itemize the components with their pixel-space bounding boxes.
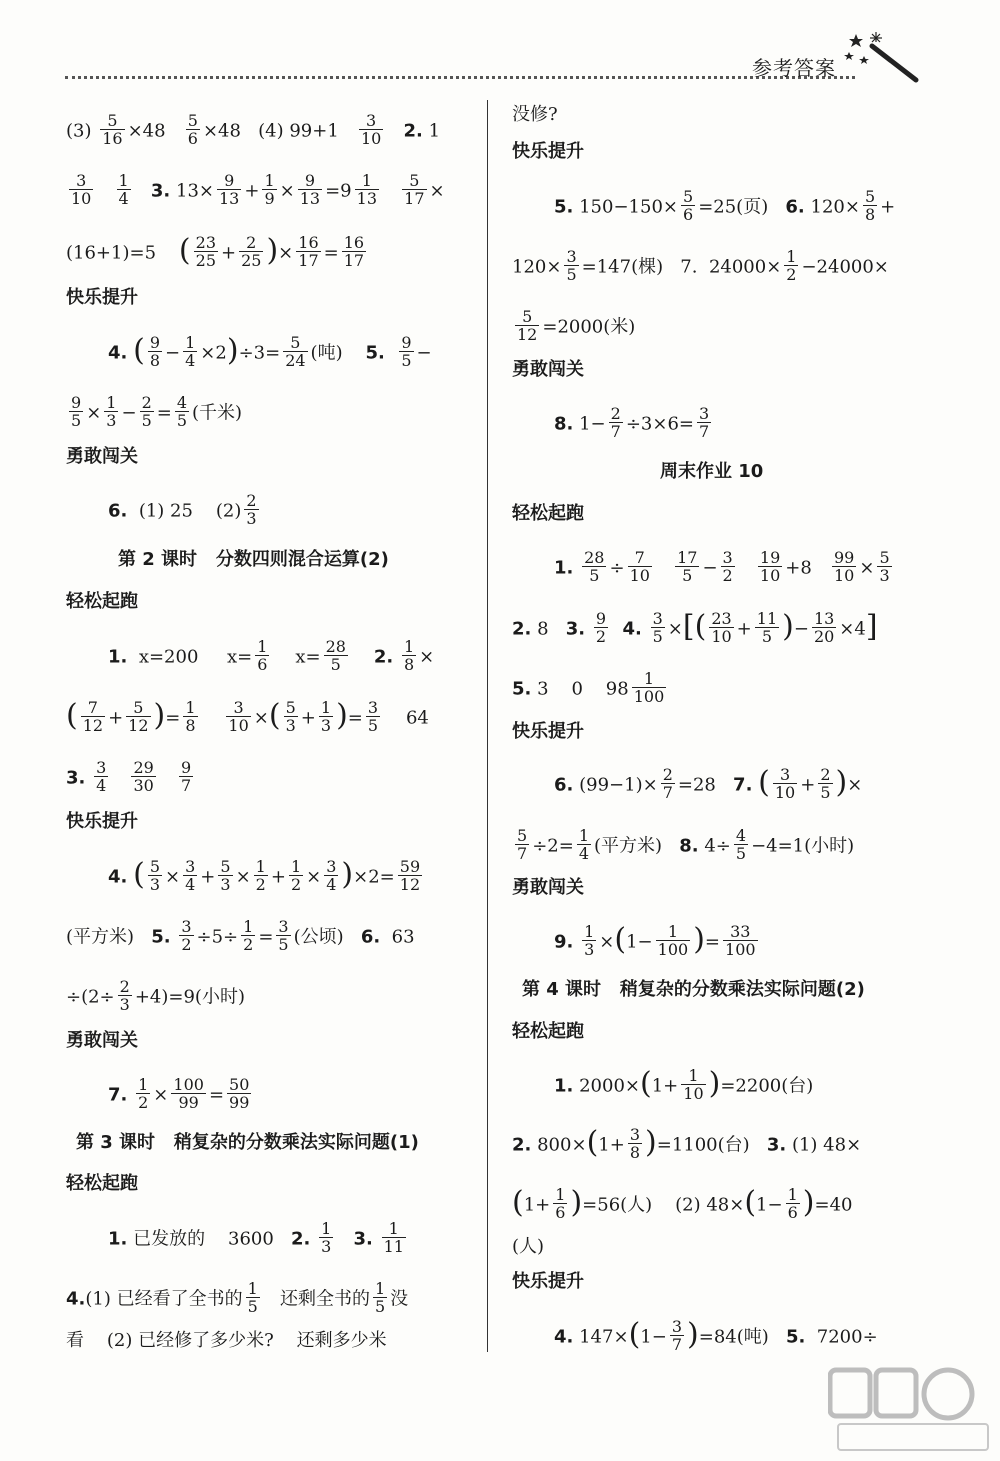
- fraction: $\frac{9}{13}$: [219, 171, 240, 208]
- fraction: $\frac{3}{5}$: [566, 247, 577, 284]
- fraction: $\frac{17}{5}$: [677, 548, 698, 585]
- answer-line: 2. 800×(1+ $\frac{3}{8}$ )=1100(台) 3. (1) 48×: [512, 1124, 862, 1162]
- section-heading: 快乐提升: [512, 141, 584, 162]
- answer-line: 2. 8 3. $\frac{9}{2}$ 4. $\frac{3}{5}$ ×[( $\frac{23}{10}$ + $\frac{11}{5}$ )− $\frac{13}{20}$ ×4]: [512, 608, 878, 646]
- answer-line: $\frac{5}{12}$ =2000(米): [517, 307, 636, 344]
- fraction: $\frac{5}{3}$: [149, 857, 161, 894]
- fraction: $\frac{1}{11}$: [383, 1219, 404, 1256]
- answer-line: 8. 1− $\frac{2}{7}$ ÷3×6= $\frac{3}{7}$: [554, 404, 710, 441]
- answer-line: 4. ( $\frac{9}{8}$ − $\frac{1}{4}$ ×2)÷3= $\frac{5}{24}$ (吨) 5. $\frac{9}{5}$ −: [108, 332, 432, 370]
- fraction: $\frac{3}{4}$: [96, 758, 107, 795]
- fraction: $\frac{9}{8}$: [149, 333, 161, 370]
- answer-line: 9. $\frac{1}{3}$ ×(1− $\frac{1}{100}$ )= $\frac{33}{100}$: [554, 921, 756, 959]
- fraction: $\frac{5}{6}$: [187, 111, 198, 148]
- answer-line: 1. 2000×(1+ $\frac{1}{10}$ )=2200(台): [554, 1065, 814, 1103]
- answer-line: 6. (1) 25 (2) $\frac{2}{3}$: [108, 491, 257, 528]
- section-heading: 快乐提升: [66, 811, 138, 832]
- fraction: $\frac{1}{5}$: [374, 1279, 386, 1316]
- watermark-logo: [828, 1362, 998, 1457]
- fraction: $\frac{1}{3}$: [320, 698, 332, 735]
- fraction: $\frac{3}{5}$: [367, 698, 379, 735]
- fraction: $\frac{50}{99}$: [229, 1075, 250, 1112]
- answer-line: 120× $\frac{3}{5}$ =147(棵) 7. 24000× $\frac{1}{2}$ −24000×: [512, 247, 889, 284]
- fraction: $\frac{1}{5}$: [247, 1279, 258, 1316]
- fraction: $\frac{9}{5}$: [71, 393, 82, 430]
- lesson-heading: 第 2 课时 分数四则混合运算(2): [118, 549, 389, 570]
- fraction: $\frac{3}{10}$: [360, 111, 382, 148]
- fraction: $\frac{1}{4}$: [185, 333, 196, 370]
- fraction: $\frac{16}{17}$: [298, 233, 319, 270]
- fraction: $\frac{3}{5}$: [278, 917, 289, 954]
- fraction: $\frac{1}{3}$: [106, 393, 117, 430]
- fraction: $\frac{2}{7}$: [662, 765, 673, 802]
- section-heading: 快乐提升: [66, 287, 138, 308]
- answer-line: $\frac{9}{5}$ × $\frac{1}{3}$ − $\frac{2}{5}$ = $\frac{4}{5}$ (千米): [71, 393, 243, 430]
- fraction: $\frac{1}{4}$: [578, 826, 589, 863]
- fraction: $\frac{1}{2}$: [786, 247, 797, 284]
- fraction: $\frac{3}{10}$: [71, 171, 92, 208]
- answer-line: 7. $\frac{1}{2}$ × $\frac{100}{99}$ = $\frac{50}{99}$: [108, 1075, 250, 1112]
- fraction: $\frac{1}{10}$: [683, 1066, 704, 1103]
- fraction: $\frac{1}{8}$: [185, 698, 196, 735]
- fraction: $\frac{1}{100}$: [657, 922, 689, 959]
- section-heading: 勇敢闯关: [66, 1030, 138, 1051]
- fraction: $\frac{19}{10}$: [759, 548, 781, 585]
- answer-line: 没修?: [512, 104, 558, 125]
- fraction: $\frac{5}{3}$: [879, 548, 890, 585]
- fraction: $\frac{1}{9}$: [264, 171, 275, 208]
- fraction: $\frac{1}{3}$: [584, 922, 595, 959]
- fraction: $\frac{23}{10}$: [711, 609, 732, 646]
- fraction: $\frac{100}{99}$: [173, 1075, 204, 1112]
- fraction: $\frac{33}{100}$: [725, 922, 756, 959]
- answer-line: (平方米) 5. $\frac{3}{2}$ ÷5÷ $\frac{1}{2}$ = $\frac{3}{5}$ (公顷) 6. 63: [66, 917, 415, 954]
- answer-line: $\frac{5}{7}$ ÷2= $\frac{1}{4}$ (平方米) 8. 4÷ $\frac{4}{5}$ −4=1(小时): [517, 826, 855, 863]
- fraction: $\frac{1}{6}$: [787, 1185, 798, 1222]
- magic-wand-icon: [842, 30, 922, 86]
- fraction: $\frac{1}{3}$: [321, 1219, 332, 1256]
- fraction: $\frac{5}{12}$: [517, 307, 538, 344]
- answer-line: (人): [512, 1236, 545, 1257]
- answer-line: 5. 3 0 98 $\frac{1}{100}$: [512, 669, 665, 706]
- fraction: $\frac{2}{7}$: [610, 404, 621, 441]
- section-heading: 轻松起跑: [512, 1021, 584, 1042]
- fraction: $\frac{5}{6}$: [683, 187, 694, 224]
- lesson-heading: 第 4 课时 稍复杂的分数乘法实际问题(2): [522, 979, 865, 1000]
- answer-line: 1. $\frac{28}{5}$ ÷ $\frac{7}{10}$ $\frac{17}{5}$ − $\frac{3}{2}$ $\frac{19}{10}$ +8 $\frac{99}{10}$ × $\frac{5}{3}$: [554, 548, 890, 585]
- column-divider: [487, 100, 488, 1352]
- fraction: $\frac{1}{8}$: [403, 637, 415, 674]
- answer-line: (1+ $\frac{1}{6}$ )=56(人) (2) 48×(1− $\frac{1}{6}$ )=40: [512, 1184, 853, 1222]
- fraction: $\frac{1}{6}$: [257, 637, 268, 674]
- answer-line: 4.(1) 已经看了全书的 $\frac{1}{5}$ 还剩全书的 $\frac{1}{5}$ 没: [66, 1279, 409, 1316]
- fraction: $\frac{2}{25}$: [241, 233, 262, 270]
- fraction: $\frac{3}{5}$: [652, 609, 663, 646]
- fraction: $\frac{3}{10}$: [228, 698, 249, 735]
- fraction: $\frac{5}{17}$: [404, 171, 425, 208]
- fraction: $\frac{3}{2}$: [181, 917, 192, 954]
- fraction: $\frac{9}{5}$: [401, 333, 412, 370]
- answer-line: 3. $\frac{3}{4}$ $\frac{29}{30}$ $\frac{9}{7}$: [66, 758, 192, 795]
- fraction: $\frac{4}{5}$: [176, 393, 188, 430]
- answer-line: 4. ( $\frac{5}{3}$ × $\frac{3}{4}$ + $\frac{5}{3}$ × $\frac{1}{2}$ + $\frac{1}{2}$ × $\frac{3}{4}$ )×2= $\frac{59}{12}$: [108, 856, 421, 894]
- section-heading: 勇敢闯关: [512, 359, 584, 380]
- answer-line: 6. (99−1)× $\frac{2}{7}$ =28 7. ( $\frac{3}{10}$ + $\frac{2}{5}$ )×: [554, 764, 863, 802]
- fraction: $\frac{9}{7}$: [181, 758, 192, 795]
- fraction: $\frac{11}{5}$: [756, 609, 778, 646]
- answer-line: 1. 已发放的 3600 2. $\frac{1}{3}$ 3. $\frac{1}{11}$: [108, 1219, 404, 1256]
- header-title: 参考答案: [752, 56, 836, 80]
- section-heading: 快乐提升: [512, 1271, 584, 1292]
- fraction: $\frac{7}{12}$: [82, 698, 104, 735]
- fraction: $\frac{3}{4}$: [185, 857, 196, 894]
- section-heading: 勇敢闯关: [66, 446, 138, 467]
- fraction: $\frac{5}{8}$: [864, 187, 876, 224]
- lesson-heading: 第 3 课时 稍复杂的分数乘法实际问题(1): [76, 1132, 419, 1153]
- fraction: $\frac{3}{7}$: [699, 404, 710, 441]
- fraction: $\frac{1}{2}$: [255, 857, 266, 894]
- fraction: $\frac{3}{2}$: [722, 548, 733, 585]
- answer-line: 5. 150−150× $\frac{5}{6}$ =25(页) 6. 120× $\frac{5}{8}$ +: [554, 187, 896, 224]
- lesson-heading: 周末作业 10: [660, 461, 764, 482]
- fraction: $\frac{1}{100}$: [633, 669, 665, 706]
- fraction: $\frac{1}{2}$: [290, 857, 302, 894]
- fraction: $\frac{1}{2}$: [138, 1075, 149, 1112]
- fraction: $\frac{5}{24}$: [285, 333, 306, 370]
- fraction: $\frac{3}{4}$: [326, 857, 337, 894]
- answer-line: 4. 147×(1− $\frac{3}{7}$ )=84(吨) 5. 7200÷: [554, 1316, 878, 1354]
- fraction: $\frac{3}{8}$: [629, 1125, 641, 1162]
- header-dotted-rule: [65, 76, 855, 79]
- fraction: $\frac{29}{30}$: [133, 758, 154, 795]
- fraction: $\frac{2}{5}$: [141, 393, 152, 430]
- fraction: $\frac{5}{7}$: [517, 826, 528, 863]
- fraction: $\frac{1}{2}$: [243, 917, 254, 954]
- fraction: $\frac{28}{5}$: [584, 548, 605, 585]
- fraction: $\frac{5}{3}$: [220, 857, 231, 894]
- answer-line: 1. x=200 x= $\frac{1}{6}$ x= $\frac{28}{5}$ 2. $\frac{1}{8}$ ×: [108, 637, 435, 674]
- fraction: $\frac{59}{12}$: [399, 857, 421, 894]
- fraction: $\frac{5}{12}$: [128, 698, 149, 735]
- answer-line: (3) $\frac{5}{16}$ ×48 $\frac{5}{6}$ ×48 (4) 99+1 $\frac{3}{10}$ 2. 1: [66, 111, 441, 148]
- fraction: $\frac{7}{10}$: [629, 548, 650, 585]
- answer-line: ( $\frac{7}{12}$ + $\frac{5}{12}$ )= $\frac{1}{8}$ $\frac{3}{10}$ ×( $\frac{5}{3}$ + $\frac{1}{3}$ )= $\frac{3}{5}$ 64: [66, 697, 429, 735]
- fraction: $\frac{5}{16}$: [102, 111, 123, 148]
- fraction: $\frac{16}{17}$: [343, 233, 365, 270]
- fraction: $\frac{28}{5}$: [325, 637, 346, 674]
- fraction: $\frac{13}{20}$: [813, 609, 835, 646]
- section-heading: 轻松起跑: [66, 1173, 138, 1194]
- fraction: $\frac{4}{5}$: [735, 826, 747, 863]
- fraction: $\frac{9}{2}$: [595, 609, 607, 646]
- fraction: $\frac{9}{13}$: [299, 171, 321, 208]
- fraction: $\frac{2}{5}$: [820, 765, 831, 802]
- fraction: $\frac{2}{3}$: [119, 977, 130, 1014]
- fraction: $\frac{3}{10}$: [774, 765, 796, 802]
- fraction: $\frac{1}{13}$: [356, 171, 377, 208]
- section-heading: 快乐提升: [512, 721, 584, 742]
- answer-line: $\frac{3}{10}$ $\frac{1}{4}$ 3. 13× $\frac{9}{13}$ + $\frac{1}{9}$ × $\frac{9}{13}$ =9 $\frac{1}{13}$ $\frac{5}{17}$ ×: [71, 171, 445, 208]
- section-heading: 轻松起跑: [66, 591, 138, 612]
- fraction: $\frac{2}{3}$: [246, 491, 257, 528]
- fraction: $\frac{1}{6}$: [555, 1185, 566, 1222]
- fraction: $\frac{1}{4}$: [118, 171, 129, 208]
- fraction: $\frac{3}{7}$: [671, 1317, 683, 1354]
- answer-line: (16+1)=5 ( $\frac{23}{25}$ + $\frac{2}{25}$ )× $\frac{16}{17}$ = $\frac{16}{17}$: [66, 232, 365, 270]
- section-heading: 轻松起跑: [512, 503, 584, 524]
- fraction: $\frac{5}{3}$: [285, 698, 296, 735]
- fraction: $\frac{99}{10}$: [833, 548, 855, 585]
- answer-line: ÷(2÷ $\frac{2}{3}$ +4)=9(小时): [66, 977, 245, 1014]
- section-heading: 勇敢闯关: [512, 877, 584, 898]
- fraction: $\frac{23}{25}$: [195, 233, 216, 270]
- answer-line: 看 (2) 已经修了多少米? 还剩多少米: [66, 1330, 387, 1351]
